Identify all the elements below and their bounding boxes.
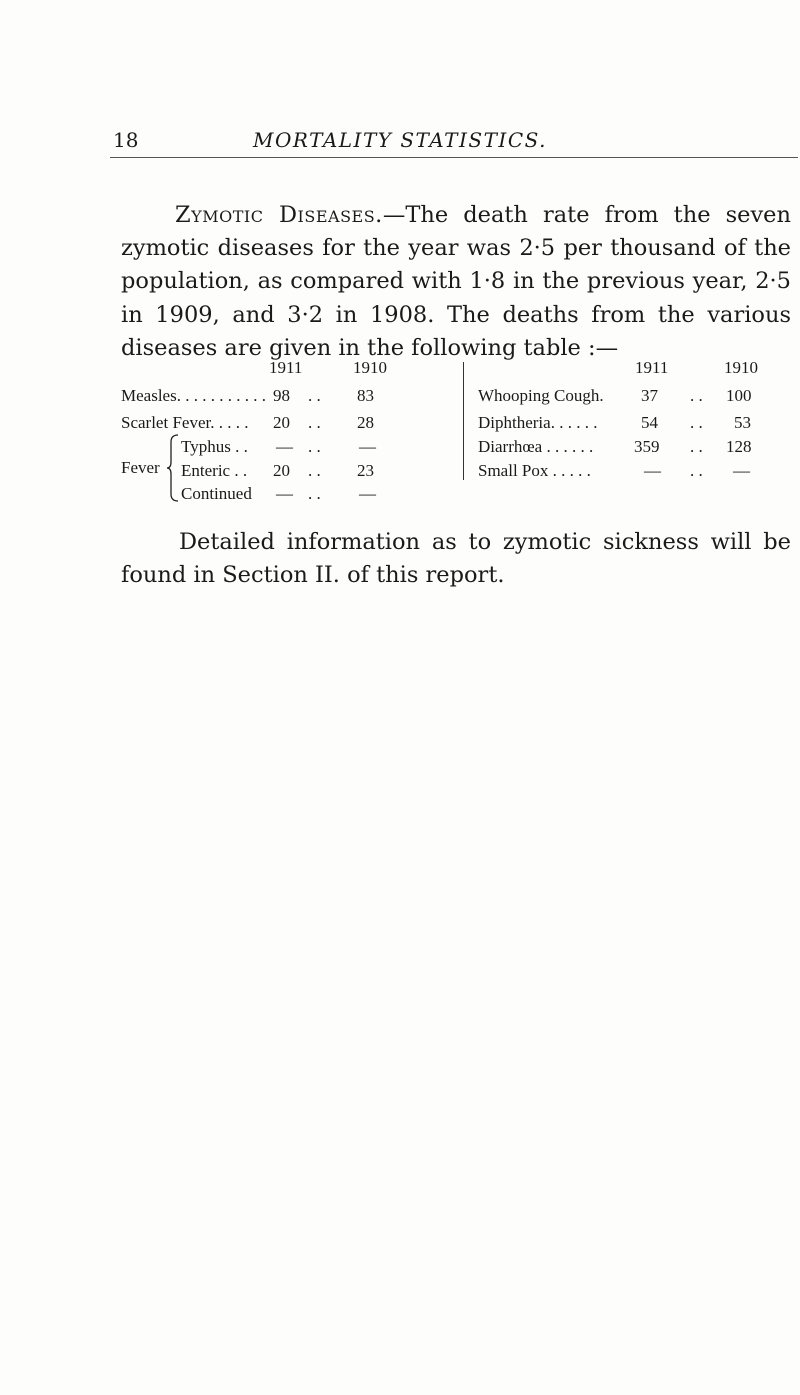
header-rule [110, 157, 798, 158]
table-cell-1911: — [276, 437, 293, 456]
left-header-1910: 1910 [353, 358, 387, 377]
table-cell-1910: 53 [734, 413, 751, 432]
table-cell-1911: 20 [273, 461, 290, 480]
table-cell-1911: — [644, 461, 661, 480]
table-cell-sep: . . [308, 461, 321, 480]
table-row-label: Continued [181, 484, 252, 503]
zymotic-paragraph-text: —The death rate from the seven zymotic diseases for the year was 2·5 per thousand of the population, as compared with 1·8 in the previous year, 2·5 in 1909, and 3·2 in 1908. The deaths from the various diseases are given in the following table :— [121, 201, 791, 362]
table-cell-1910: 23 [357, 461, 374, 480]
fever-label: Fever [121, 458, 160, 477]
table-row-label: Whooping Cough. [478, 386, 604, 405]
table-cell-sep: . . [308, 437, 321, 456]
table-cell-1910: 100 [726, 386, 752, 405]
table-cell-1911: 37 [641, 386, 658, 405]
table-row-label: Diphtheria. . . . . . [478, 413, 598, 432]
table-row-label: Enteric . . [181, 461, 248, 480]
detail-paragraph: Detailed information as to zymotic sickness will be found in Section II. of this report. [121, 528, 791, 588]
table-cell-1911: 359 [634, 437, 660, 456]
page-number: 18 [113, 128, 139, 152]
table-row-label: Diarrhœa . . . . . . [478, 437, 594, 456]
table-cell-1911: 20 [273, 413, 290, 432]
deaths-table [121, 358, 800, 503]
table-cell-sep: . . [308, 386, 321, 405]
table-cell-sep: . . [308, 484, 321, 503]
table-cell-sep: . . [690, 437, 703, 456]
zymotic-paragraph [121, 199, 791, 366]
table-row-label: Measles. . . . . . . . . . . [121, 386, 266, 405]
table-cell-1910: 128 [726, 437, 752, 456]
table-row-label: Typhus . . [181, 437, 248, 456]
table-cell-1910: — [359, 484, 376, 503]
table-row-label: Small Pox . . . . . [478, 461, 591, 480]
table-cell-1910: — [359, 437, 376, 456]
table-cell-1910: — [733, 461, 750, 480]
running-head: MORTALITY STATISTICS. [253, 128, 547, 152]
table-cell-sep: . . [690, 413, 703, 432]
table-cell-1911: 98 [273, 386, 290, 405]
section-heading: Zymotic Diseases. [175, 201, 383, 228]
right-header-1910: 1910 [724, 358, 758, 377]
fever-brace [167, 434, 179, 502]
table-row-label: Scarlet Fever. . . . . [121, 413, 249, 432]
right-header-1911: 1911 [635, 358, 669, 377]
table-cell-1911: 54 [641, 413, 658, 432]
table-cell-sep: . . [308, 413, 321, 432]
table-cell-sep: . . [690, 461, 703, 480]
table-cell-1910: 83 [357, 386, 374, 405]
table-cell-sep: . . [690, 386, 703, 405]
table-cell-1911: — [276, 484, 293, 503]
left-header-1911: 1911 [269, 358, 303, 377]
table-cell-1910: 28 [357, 413, 374, 432]
column-divider [463, 362, 464, 480]
